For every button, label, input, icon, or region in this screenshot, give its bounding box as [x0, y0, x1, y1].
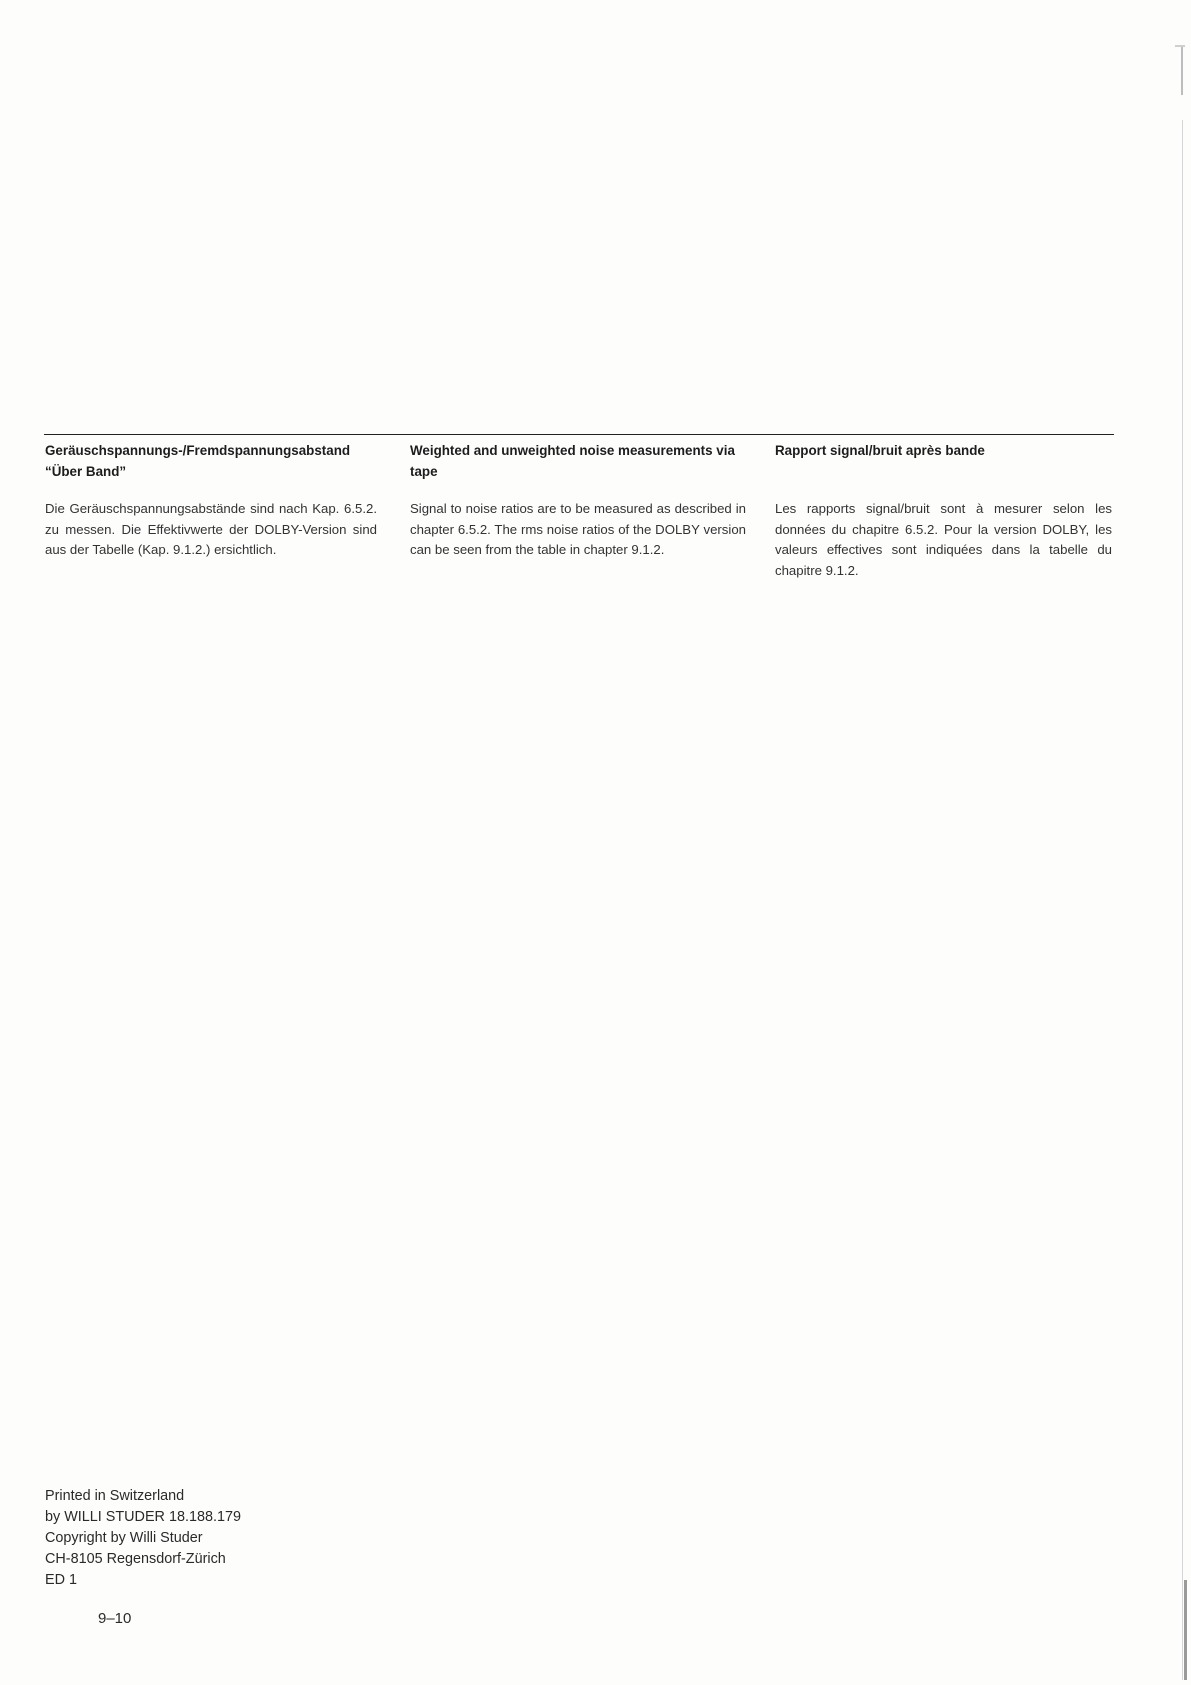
heading-french: Rapport signal/bruit après bande — [775, 443, 985, 458]
imprint-line-edition: ED 1 — [45, 1572, 77, 1588]
column-german — [45, 440, 377, 561]
body-french: Les rapports signal/bruit sont à mesurer selon les données du chapitre 6.5.2. Pour la version DOLBY, les valeurs effectives sont indiquées dans la tabelle du chapitre 9.1.2. — [775, 501, 1112, 578]
scan-corner-mark — [1175, 45, 1185, 47]
imprint-line-publisher: by WILLI STUDER 18.188.179 — [45, 1509, 241, 1525]
body-english: Signal to noise ratios are to be measured as described in chapter 6.5.2. The rms noise ratios of the DOLBY version can be seen from the table in chapter 9.1.2. — [410, 501, 746, 557]
heading-german: Geräuschspannungs-/Fremdspannungsabstand “Über Band” — [45, 443, 351, 479]
scan-edge-dark — [1184, 1580, 1187, 1680]
scan-edge-mark — [1181, 45, 1183, 95]
imprint-line-copyright: Copyright by Willi Studer — [45, 1530, 203, 1546]
imprint-footer — [45, 1486, 241, 1591]
section-divider-rule — [44, 434, 1114, 435]
column-french — [775, 440, 1112, 581]
imprint-line-printed: Printed in Switzerland — [45, 1488, 185, 1504]
body-german: Die Geräuschspannungsabstände sind nach Kap. 6.5.2. zu messen. Die Effektivwerte der DOLBY-Version sind aus der Tabelle (Kap. 9.1.2.) ersichtlich. — [45, 501, 377, 557]
scan-edge-line — [1182, 120, 1183, 1680]
page-number: 9–10 — [98, 1610, 132, 1627]
heading-english: Weighted and unweighted noise measurements via tape — [410, 443, 735, 479]
column-english — [410, 440, 746, 561]
imprint-line-address: CH-8105 Regensdorf-Zürich — [45, 1551, 226, 1567]
